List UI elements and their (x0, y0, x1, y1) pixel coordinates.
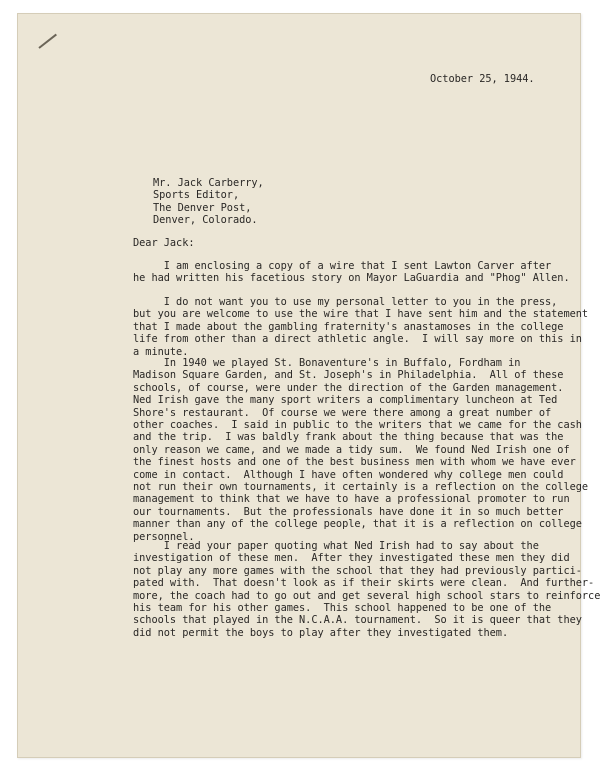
text-line: more, the coach had to go out and get several high school stars to reinforce (133, 589, 600, 602)
text-line: our tournaments. But the professionals have done it in so much better (133, 505, 564, 518)
text-line: not run their own tournaments, it certainly is a reflection on the college (133, 481, 589, 494)
text-line: personnel. (133, 530, 195, 543)
paragraph-3 (133, 357, 588, 543)
address-line: Mr. Jack Carberry, (153, 177, 264, 189)
text-line: schools, of course, were under the direction of the Garden management. (133, 381, 564, 394)
letter-date: October 25, 1944. (430, 73, 535, 85)
text-line: life from other than a direct athletic angle. I will say more on this in (133, 333, 582, 346)
paragraph-1 (133, 260, 570, 285)
text-line: he had written his facetious story on Mayor LaGuardia and "Phog" Allen. (133, 272, 570, 285)
pencil-mark (38, 34, 57, 49)
paragraph-2 (133, 296, 588, 358)
text-line: pated with. That doesn't look as if their skirts were clean. And further- (133, 577, 595, 590)
text-line: the finest hosts and one of the best business men with whom we have ever (133, 456, 576, 469)
text-line: Madison Square Garden, and St. Joseph's in Philadelphia. All of these (133, 369, 564, 382)
text-line: management to think that we have to have a professional promoter to run (133, 493, 570, 506)
text-line: only reason we came, and we made a tidy sum. We found Ned Irish one of (133, 443, 570, 456)
address-line: The Denver Post, (153, 201, 252, 214)
text-line: and the trip. I was baldly frank about the thing because that was the (133, 431, 564, 444)
text-line: did not permit the boys to play after they investigated them. (133, 626, 509, 639)
text-line: schools that played in the N.C.A.A. tournament. So it is queer that they (133, 614, 582, 627)
text-line: a minute. (133, 345, 189, 358)
text-line: Ned Irish gave the many sport writers a complimentary luncheon at Ted (133, 394, 558, 407)
text-line: come in contact. Although I have often wondered why college men could (133, 468, 564, 481)
text-line: not play any more games with the school that they had previously partici- (133, 564, 582, 577)
text-line: that I made about the gambling fraternity's anastamoses in the college (133, 320, 564, 333)
recipient-address (153, 177, 264, 227)
salutation: Dear Jack: (133, 237, 195, 249)
text-line: I do not want you to use my personal letter to you in the press, (133, 296, 558, 308)
paragraph-4 (133, 540, 600, 639)
text-line: manner than any of the college people, that it is a reflection on college (133, 518, 582, 531)
address-line: Sports Editor, (153, 189, 240, 202)
text-line: Shore's restaurant. Of course we were there among a great number of (133, 406, 552, 419)
text-line: other coaches. I said in public to the writers that we came for the cash (133, 419, 582, 432)
text-line: In 1940 we played St. Bonaventure's in Buffalo, Fordham in (133, 357, 521, 369)
text-line: investigation of these men. After they investigated these men they did (133, 552, 570, 565)
text-line: but you are welcome to use the wire that I have sent him and the statement (133, 308, 589, 321)
text-line: his team for his other games. This school happened to be one of the (133, 602, 552, 615)
address-line: Denver, Colorado. (153, 214, 258, 227)
text-line: I read your paper quoting what Ned Irish had to say about the (133, 540, 539, 552)
text-line: I am enclosing a copy of a wire that I sent Lawton Carver after (133, 260, 552, 272)
